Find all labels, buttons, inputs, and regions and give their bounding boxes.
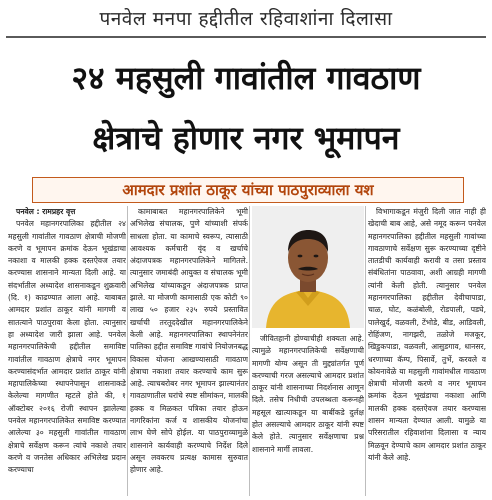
strapline: आमदार प्रशांत ठाकूर यांच्या पाठपुराव्याला यश — [32, 177, 464, 203]
kicker-rule — [6, 36, 486, 38]
article-column-3 — [252, 333, 364, 496]
column-2-text: कामाबाबत महानगरपालिकेने भूमी अभिलेख संचालक, पुणे यांच्याशी संपर्क साधला होता. या कामाचे स्वरूप, त्यासाठी आवश्यक कर्मचारी वृंद व खर्चाचे अंदाजपत्रक महानगरपालिकेने मागितले. त्यानुसार जमाबंदी आयुक्त व संचालक भूमी अभिलेख यांच्याकडून अंदाजपत्रक प्राप्त झाले. या मोजणी कामासाठी एक कोटी ९० लाख ५० हजार २३५ रुपये प्रस्तावित खर्चाची तरतूददेखील महानगरपालिकेने केली आहे. महानगरपालिका स्थापनेनंतर पालिका हद्दीत समाविष्ट गावांचे नियोजनबद्ध विकास योजना आखण्यासाठी गावठाण क्षेत्राचा नकाशा तयार करण्याचे काम सुरू आहे. त्याचबरोबर नगर भूमापन झाल्यानंतर गावठाणातील घरांचे स्पष्ट सीमांकन, मालकी हक्क व मिळकत पत्रिका तयार होऊन नागरिकांना कर्ज व शासकीय योजनांचा लाभ घेणे सोपे होईल. या पाठपुराव्यामुळे शासनाने कार्यवाही करण्याचे निर्देश दिले असून लवकरच प्रत्यक्ष कामास सुरुवात होणार आहे. — [130, 207, 248, 475]
article-column-1 — [8, 206, 126, 496]
article-column-4 — [368, 206, 486, 496]
column-divider — [365, 206, 366, 496]
article-column-2 — [130, 206, 248, 496]
headline-line-1: २४ महसुली गावांतील गावठाण — [71, 59, 421, 97]
column-4-text: विभागाकडून मंजुरी दिली जात नाही ही खेदाची बाब आहे, असे नमूद करून पनवेल महानगरपालिका हद्दीतील महसुली गावांच्या गावठाणाचे सर्वेक्षण सुरू करण्याच्या दृष्टीने तातडीची कार्यवाही करावी व तसा प्रस्ताव संबंधितांना पाठवावा, अशी आग्रही मागणी त्यांनी केली होती. त्यानुसार पनवेल महानगरपालिका हद्दीतील देवीचापाडा, चाळ, घोट, कळंबोली, रोडपाली, पडघे, पालेखुर्द, वळवली, टेंभोडे, बीड, आडिवली, रोहिंजण, नागझरी, तळोजे मजकूर, खिडुकपाडा, वळवली, आसुडगाव, धानसर, धरणाच्या कॅम्प, पिसार्वे, तुर्भे, करवले व कोयनावेळे या महसुली गावांमधील गावठाण क्षेत्राची मोजणी करणे व नगर भूमापन क्रमांक देऊन भूखंडाचा नकाशा आणि मालकी हक्क दस्तऐवज तयार करण्यास शासन मान्यता देण्यात आली. यामुळे या परिसरातील रहिवाशांना दिलासा व न्याय मिळवून देण्याचे काम आमदार प्रशांत ठाकूर यांनी केले आहे. — [368, 207, 486, 462]
dateline: पनवेल : रामप्रहर वृत्त — [16, 207, 76, 216]
person-portrait-image — [252, 206, 364, 328]
portrait-photo — [252, 206, 364, 328]
column-divider — [127, 206, 128, 496]
column-divider — [249, 206, 250, 496]
headline-line-2: क्षेत्राचे होणार नगर भूमापन — [92, 119, 400, 157]
kicker: पनवेल मनपा हद्दीतील रहिवाशांना दिलासा — [99, 8, 393, 30]
column-1-text: पनवेल महानगरपालिका हद्दीतील २४ महसुली गावांतील गावठाण क्षेत्राची मोजणी करणे व भूमापन क्रमांक देऊन भूखंडाचा नकाशा व मालकी हक्क दस्तऐवज तयार करण्यास शासनाने मान्यता दिली आहे. या संदर्भातील अध्यादेश शासनाकडून शुक्रवारी (दि. १) काढण्यात आला आहे. याबाबत आमदार प्रशांत ठाकूर यांनी मागणी व सातत्याने पाठपुरावा केला होता. त्यानुसार हा अध्यादेश जारी झाला आहे. पनवेल महानगरपालिकेची हद्दीतील समाविष्ट गावांतील गावठाण क्षेत्राचे नगर भूमापन करण्यासंदर्भात आमदार प्रशांत ठाकूर यांनी महापालिकेच्या स्थापनेपासून शासनाकडे केलेल्या मागणीत म्हटले होते की, १ ऑक्टोबर २०१६ रोजी स्थापन झालेल्या पनवेल महानगरपालिकेत समाविष्ट करण्यात आलेल्या ३० महसुली गावांतील गावठाण क्षेत्राचे सर्वेक्षण करून त्यांचे नकाशे तयार करणे व जनतेस अधिकार अभिलेख प्रदान करण्याचा — [8, 219, 126, 475]
column-3-text: जीवितहानी होण्याचीही शक्यता आहे. त्यामुळे महानगरपालिकेची सर्वेक्षणाची मागणी योग्य असून ती मुद्द्यांतर्गत पूर्ण करण्याची गरज असल्याचे आमदार प्रशांत ठाकूर यांनी शासनाच्या निदर्शनास आणून दिले. तसेच निधीची उपलब्धता करूनही महसूल खात्याकडून या बाबींकडे दुर्लक्ष होत असल्याचे आमदार ठाकूर यांनी स्पष्ट केले होते. त्यानुसार सर्वेक्षणाचा प्रश्न शासनाने मार्गी लावला. — [252, 334, 364, 454]
